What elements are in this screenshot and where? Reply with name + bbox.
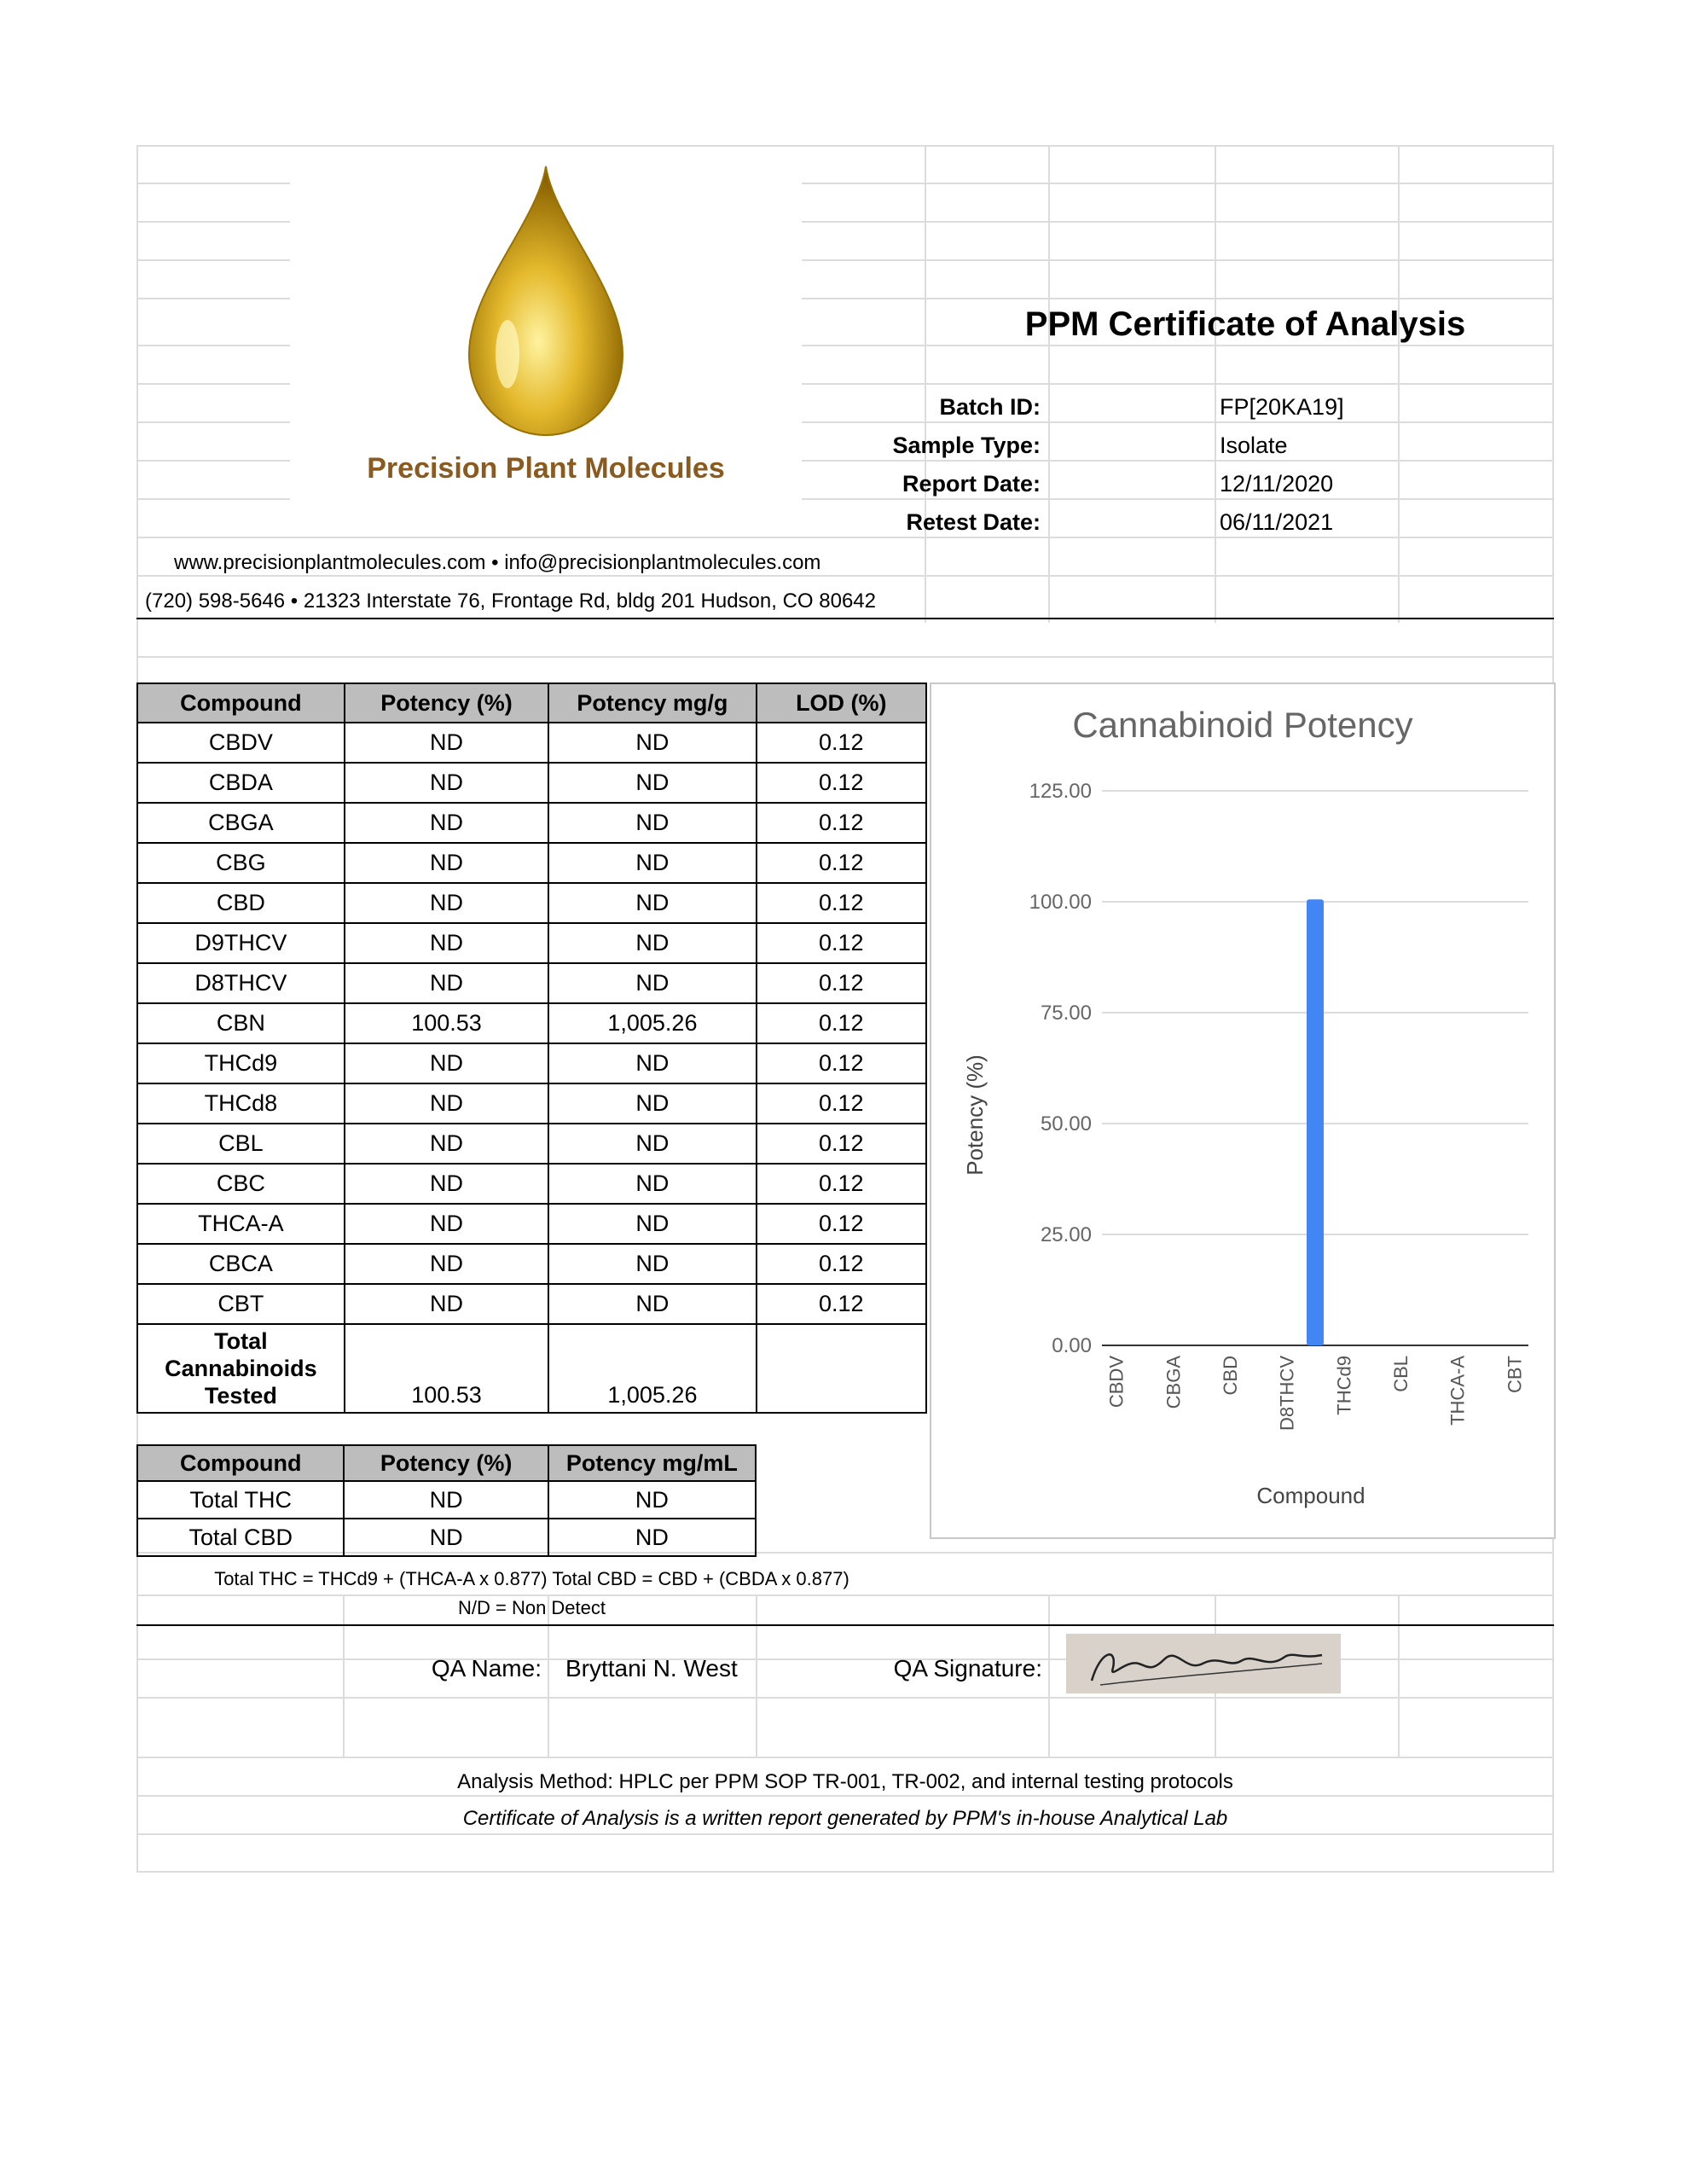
y-tick-label: 75.00: [1040, 1002, 1092, 1025]
y-tick-label: 125.00: [1029, 780, 1092, 803]
col-potency-mg: Potency mg/g: [548, 683, 756, 723]
table-cell: ND: [344, 1481, 548, 1519]
y-tick-label: 0.00: [1052, 1334, 1092, 1357]
chart-bars: [1307, 899, 1324, 1345]
table-cell: 0.12: [757, 1124, 926, 1164]
table-cell: ND: [548, 1083, 756, 1124]
table-cell: Total CBD: [137, 1519, 344, 1556]
table-row: [137, 1083, 926, 1124]
table-row: [137, 1481, 756, 1519]
table-row: [137, 1519, 756, 1556]
contact-web-email: www.precisionplantmolecules.com • info@precisionplantmolecules.com: [174, 551, 821, 574]
table-cell: ND: [345, 1244, 548, 1284]
table-cell: THCd9: [137, 1043, 345, 1083]
analysis-method: Analysis Method: HPLC per PPM SOP TR-001, TR-002, and internal testing protocols: [457, 1770, 1233, 1793]
total-potency: 100.53: [345, 1324, 548, 1413]
coa-disclaimer: Certificate of Analysis is a written report generated by PPM's in-house Analytical Lab: [462, 1807, 1228, 1830]
x-tick-label: CBD: [1220, 1356, 1241, 1396]
potency-table-body: [137, 723, 926, 1324]
table-cell: ND: [548, 1043, 756, 1083]
table-cell: CBCA: [137, 1244, 345, 1284]
table-cell: 100.53: [345, 1003, 548, 1043]
col-lod: LOD (%): [757, 683, 926, 723]
table-cell: 0.12: [757, 883, 926, 923]
table-cell: CBC: [137, 1164, 345, 1204]
oil-drop-logo-icon: [461, 162, 631, 444]
table-cell: 0.12: [757, 1083, 926, 1124]
nd-note: N/D = Non Detect: [457, 1597, 606, 1618]
retest-date-label: Retest Date:: [906, 509, 1041, 535]
table-cell: ND: [548, 1284, 756, 1324]
retest-date-value: 06/11/2021: [1220, 509, 1334, 535]
bar-cbn: [1307, 899, 1324, 1345]
potency-table: [136, 682, 927, 1414]
table-cell: ND: [345, 1204, 548, 1244]
total-lod: [757, 1324, 926, 1413]
table-cell: ND: [548, 923, 756, 963]
table-cell: ND: [345, 1043, 548, 1083]
table-cell: THCd8: [137, 1083, 345, 1124]
table-row: [137, 963, 926, 1003]
totals-col-potency-pct: Potency (%): [344, 1445, 548, 1481]
formula-note: Total THC = THCd9 + (THCA-A x 0.877) Total CBD = CBD + (CBDA x 0.877): [214, 1568, 849, 1589]
table-row: [137, 1124, 926, 1164]
table-cell: ND: [548, 1164, 756, 1204]
table-cell: 0.12: [757, 723, 926, 763]
chart-grid: [1029, 780, 1528, 1357]
table-cell: 0.12: [757, 923, 926, 963]
company-name: Precision Plant Molecules: [367, 452, 725, 485]
table-cell: 0.12: [757, 1043, 926, 1083]
totals-col-potency-mgml: Potency mg/mL: [548, 1445, 756, 1481]
table-row: [137, 803, 926, 843]
total-row: [137, 1324, 926, 1413]
table-cell: THCA-A: [137, 1204, 345, 1244]
table-cell: 0.12: [757, 1244, 926, 1284]
table-cell: ND: [345, 883, 548, 923]
table-cell: D8THCV: [137, 963, 345, 1003]
totals-col-compound: Compound: [137, 1445, 344, 1481]
chart-xlabel: Compound: [1256, 1483, 1365, 1508]
batch-id-value: FP[20KA19]: [1220, 394, 1344, 420]
table-cell: ND: [345, 1284, 548, 1324]
table-cell: 0.12: [757, 843, 926, 883]
certificate-sheet: [136, 145, 1554, 1873]
report-date-value: 12/11/2020: [1220, 471, 1334, 497]
table-cell: CBG: [137, 843, 345, 883]
x-tick-label: THCd9: [1333, 1356, 1355, 1415]
col-compound: Compound: [137, 683, 345, 723]
y-tick-label: 100.00: [1029, 891, 1092, 914]
totals-table: [136, 1444, 757, 1557]
table-cell: CBDA: [137, 763, 345, 803]
table-cell: ND: [548, 803, 756, 843]
table-cell: ND: [345, 1124, 548, 1164]
table-cell: CBN: [137, 1003, 345, 1043]
x-tick-label: CBL: [1390, 1356, 1412, 1392]
table-cell: CBL: [137, 1124, 345, 1164]
col-potency-pct: Potency (%): [345, 683, 548, 723]
table-cell: 1,005.26: [548, 1003, 756, 1043]
table-cell: ND: [548, 1519, 756, 1556]
table-cell: ND: [548, 883, 756, 923]
table-row: [137, 843, 926, 883]
table-row: [137, 1204, 926, 1244]
table-cell: CBGA: [137, 803, 345, 843]
table-row: [137, 723, 926, 763]
sample-type-label: Sample Type:: [892, 433, 1041, 458]
potency-chart: [930, 682, 1556, 1539]
table-cell: 0.12: [757, 1284, 926, 1324]
sample-type-value: Isolate: [1220, 433, 1288, 458]
table-row: [137, 1164, 926, 1204]
x-tick-label: D8THCV: [1276, 1356, 1298, 1432]
table-cell: CBT: [137, 1284, 345, 1324]
table-cell: ND: [548, 963, 756, 1003]
y-tick-label: 50.00: [1040, 1112, 1092, 1136]
table-cell: 0.12: [757, 1204, 926, 1244]
table-cell: D9THCV: [137, 923, 345, 963]
table-cell: ND: [548, 843, 756, 883]
table-cell: CBDV: [137, 723, 345, 763]
report-date-label: Report Date:: [902, 471, 1041, 497]
batch-id-label: Batch ID:: [939, 394, 1041, 420]
table-cell: ND: [548, 1481, 756, 1519]
table-row: [137, 1043, 926, 1083]
potency-chart-svg: [931, 684, 1554, 1537]
table-cell: ND: [345, 763, 548, 803]
table-row: [137, 883, 926, 923]
table-cell: 0.12: [757, 763, 926, 803]
table-cell: ND: [548, 1124, 756, 1164]
table-row: [137, 923, 926, 963]
qa-name-value: Bryttani N. West: [565, 1655, 738, 1682]
chart-ylabel: Potency (%): [962, 1054, 988, 1176]
table-cell: 0.12: [757, 1003, 926, 1043]
table-cell: CBD: [137, 883, 345, 923]
x-tick-label: CBDV: [1105, 1356, 1128, 1409]
table-cell: 0.12: [757, 963, 926, 1003]
table-cell: ND: [345, 963, 548, 1003]
table-cell: ND: [345, 1083, 548, 1124]
table-row: [137, 763, 926, 803]
qa-signature-label: QA Signature:: [893, 1655, 1042, 1682]
table-cell: 0.12: [757, 1164, 926, 1204]
table-cell: ND: [345, 1164, 548, 1204]
contact-phone-address: (720) 598-5646 • 21323 Interstate 76, Frontage Rd, bldg 201 Hudson, CO 80642: [145, 590, 876, 613]
table-cell: ND: [548, 1244, 756, 1284]
total-mg: 1,005.26: [548, 1324, 756, 1413]
chart-title: Cannabinoid Potency: [1072, 705, 1413, 745]
table-cell: ND: [548, 1204, 756, 1244]
x-tick-label: CBGA: [1162, 1356, 1185, 1409]
table-row: [137, 1003, 926, 1043]
qa-name-label: QA Name:: [431, 1655, 542, 1682]
table-cell: ND: [548, 763, 756, 803]
table-cell: 0.12: [757, 803, 926, 843]
total-label: [137, 1324, 345, 1413]
table-cell: Total THC: [137, 1481, 344, 1519]
table-cell: ND: [548, 723, 756, 763]
x-tick-label: THCA-A: [1447, 1356, 1469, 1426]
table-cell: ND: [345, 923, 548, 963]
potency-table-header: [137, 683, 926, 723]
table-cell: ND: [345, 843, 548, 883]
qa-signature-image: [1066, 1634, 1341, 1693]
total-label-text: Total Cannabinoids Tested: [165, 1328, 317, 1409]
signature-scribble-icon: [1066, 1634, 1341, 1693]
table-cell: ND: [345, 803, 548, 843]
chart-x-ticks: [1106, 1356, 1526, 1431]
table-row: [137, 1284, 926, 1324]
table-cell: ND: [344, 1519, 548, 1556]
x-tick-label: CBT: [1504, 1356, 1526, 1393]
y-tick-label: 25.00: [1040, 1223, 1092, 1246]
totals-table-header: [137, 1445, 756, 1481]
page-title: PPM Certificate of Analysis: [1024, 305, 1466, 343]
table-row: [137, 1244, 926, 1284]
table-cell: ND: [345, 723, 548, 763]
